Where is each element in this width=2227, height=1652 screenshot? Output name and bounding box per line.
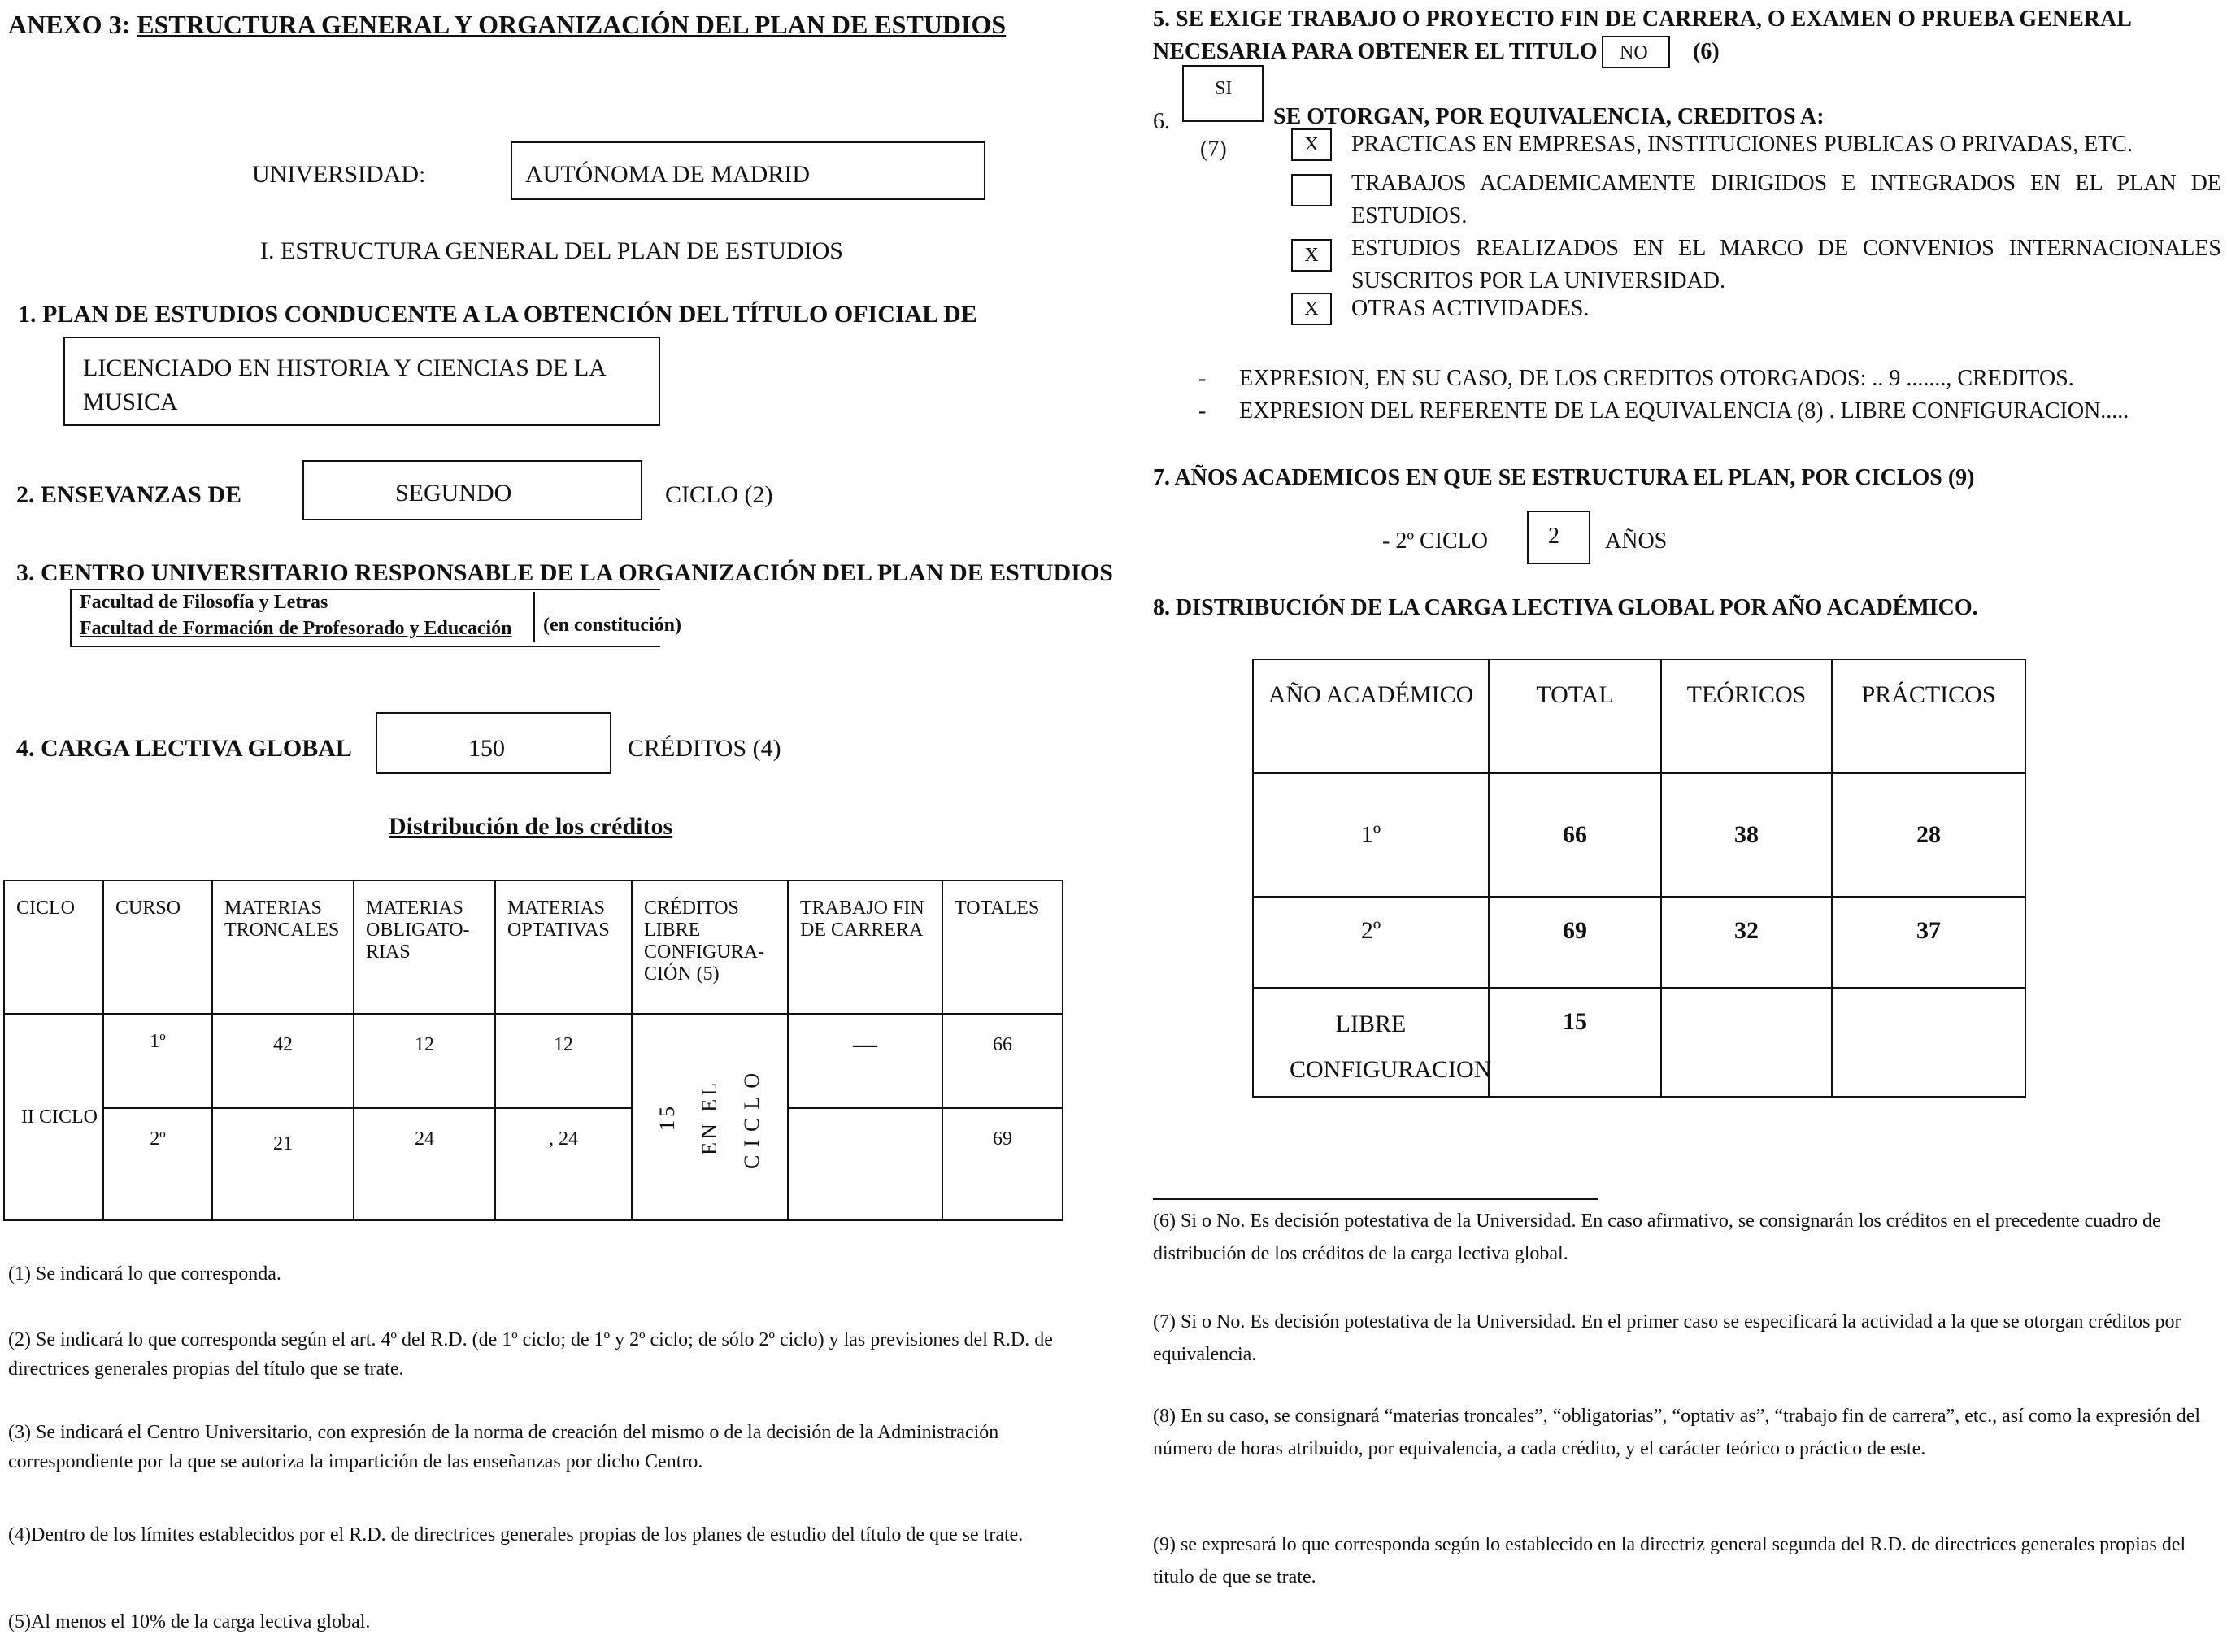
cell-totales: 66 [942, 1014, 1063, 1108]
cell-optativas: 12 [495, 1014, 632, 1108]
cell-troncales: 42 [212, 1014, 354, 1108]
cell-practicos [1832, 988, 2025, 1097]
annex-prefix: ANEXO 3: [8, 10, 131, 39]
expr-bullet-2: - [1198, 398, 1207, 424]
q3-label: 3. CENTRO UNIVERSITARIO RESPONSABLE DE LA ORGANIZACIÓN DEL PLAN DE ESTUDIOS [16, 559, 1113, 586]
checkbox-estudios[interactable]: X [1291, 239, 1332, 272]
q6-box-value: SI [1215, 78, 1233, 99]
q6-number: 6. [1153, 109, 1170, 134]
credits-table-row [4, 1108, 1063, 1220]
cell-teoricos: 38 [1661, 773, 1832, 897]
q6-item-text: TRABAJOS ACADEMICAMENTE DIRIGIDOS E INTEGRADOS EN EL PLAN DE ESTUDIOS. [1351, 171, 2221, 228]
q3-note: (en constitución) [543, 615, 681, 636]
checkbox-trabajos[interactable] [1291, 174, 1332, 206]
q1-box [63, 337, 660, 426]
cell-teoricos: 32 [1661, 897, 1832, 988]
th-optativas: MATERIAS OPTATIVAS [495, 880, 632, 1014]
left-footnote-4: (4)Dentro de los límites establecidos por el R.D. de directrices generales propias de los planes de estudio del título de que se trate. [8, 1524, 1024, 1545]
left-footnote-5: (5)Al menos el 10% de la carga lectiva global. [8, 1611, 371, 1632]
university-value: AUTÓNOMA DE MADRID [525, 161, 810, 188]
q3-value-2: Facultad de Formación de Profesorado y Educación [80, 618, 512, 639]
cell-year: 1º [1253, 773, 1489, 897]
q5-box [1602, 36, 1670, 68]
credits-table-header-row [4, 880, 1063, 1014]
q4-box [376, 712, 611, 774]
cell-curso: 1º [103, 1014, 212, 1108]
q6-box [1182, 65, 1264, 122]
cell-libre [632, 1014, 788, 1220]
q7-suffix: AÑOS [1605, 528, 1668, 554]
cell-trabajo: — [788, 1014, 942, 1108]
q5-line-1: 5. SE EXIGE TRABAJO O PROYECTO FIN DE CARRERA, O EXAMEN O PRUEBA GENERAL [1153, 7, 2132, 32]
q6-item-text: PRACTICAS EN EMPRESAS, INSTITUCIONES PUBLICAS O PRIVADAS, ETC. [1351, 132, 2133, 157]
load-table-row [1253, 897, 2025, 988]
cell-troncales: 21 [212, 1108, 354, 1220]
credits-table [3, 880, 1063, 1221]
left-footnote-3: (3) Se indicará el Centro Universitario, con expresión de la norma de creación del mismo o de la decisión de la Administración correspondiente por la que se autoriza la impartición de las enseñanzas por dicho Centro. [8, 1422, 999, 1472]
load-table [1252, 659, 2026, 1098]
q4-label: 4. CARGA LECTIVA GLOBAL [16, 735, 352, 762]
q5-box-value: NO [1620, 42, 1648, 63]
th-ano: AÑO ACADÉMICO [1253, 659, 1489, 773]
left-footnote-1: (1) Se indicará lo que corresponda. [8, 1263, 281, 1285]
cell-ciclo: II CICLO [4, 1014, 103, 1220]
q7-ciclo: - 2º CICLO [1382, 528, 1489, 554]
expr-credits: EXPRESION, EN SU CASO, DE LOS CREDITOS OTORGADOS: .. 9 ......., CREDITOS. [1239, 366, 2074, 391]
q2-value: SEGUNDO [395, 480, 512, 506]
university-label: UNIVERSIDAD: [252, 161, 426, 188]
right-footnote-8: (8) En su caso, se consignará “materias troncales”, “obligatorias”, “optativ as”, “trabajo fin de carrera”, etc., así como la expresión del número de horas atribuido, por equivalencia, a cada crédito, y el carácter teórico o práctico de este. [1153, 1406, 2201, 1459]
cell-curso: 2º [103, 1108, 212, 1220]
th-obligatorias: MATERIAS OBLIGATO-RIAS [354, 880, 495, 1014]
q4-value: 150 [468, 735, 505, 762]
th-teoricos: TEÓRICOS [1661, 659, 1832, 773]
cell-obligatorias: 24 [354, 1108, 495, 1220]
th-trabajo: TRABAJO FIN DE CARRERA [788, 880, 942, 1014]
q6-item-text: ESTUDIOS REALIZADOS EN EL MARCO DE CONVENIOS INTERNACIONALES SUSCRITOS POR LA UNIVERSIDAD. [1351, 236, 2221, 293]
checkbox-otras[interactable]: X [1291, 293, 1332, 325]
q3-value-1: Facultad de Filosofía y Letras [80, 592, 328, 613]
th-troncales: MATERIAS TRONCALES [212, 880, 354, 1014]
q2-suffix: CICLO (2) [665, 481, 773, 508]
cell-optativas: , 24 [495, 1108, 632, 1220]
q6-item-text: OTRAS ACTIVIDADES. [1351, 296, 1590, 321]
q5-line-2: NECESARIA PARA OBTENER EL TITULO [1153, 39, 1598, 64]
th-totales: TOTALES [942, 880, 1063, 1014]
cell-obligatorias: 12 [354, 1014, 495, 1108]
q6-label: SE OTORGAN, POR EQUIVALENCIA, CREDITOS A: [1273, 104, 1825, 129]
libre-credits: 15 [655, 1103, 679, 1131]
cell-practicos: 28 [1832, 773, 2025, 897]
cell-totales: 69 [942, 1108, 1063, 1220]
annex-title: ESTRUCTURA GENERAL Y ORGANIZACIÓN DEL PLAN DE ESTUDIOS [137, 10, 1007, 39]
cell-trabajo [788, 1108, 942, 1220]
right-footnote-6: (6) Si o No. Es decisión potestativa de la Universidad. En caso afirmativo, se consignarán los créditos en el precedente cuadro de distribución de los créditos de la carga lectiva global. [1153, 1211, 2161, 1264]
q5-ref: (6) [1693, 39, 1720, 64]
right-footnote-7: (7) Si o No. Es decisión potestativa de la Universidad. En el primer caso se especificará la actividad a la que se otorgan créditos por equivalencia. [1153, 1311, 2181, 1365]
cell-total: 15 [1489, 988, 1661, 1097]
cell-teoricos [1661, 988, 1832, 1097]
annex-heading [8, 10, 1006, 40]
cell-practicos: 37 [1832, 897, 2025, 988]
q6-ref: (7) [1200, 137, 1227, 162]
th-practicos: PRÁCTICOS [1832, 659, 2025, 773]
left-footnote-2: (2) Se indicará lo que corresponda según el art. 4º del R.D. (de 1º ciclo; de 1º y 2º ciclo; de sólo 2º ciclo) y las previsiones del R.D. de directrices generales propias del título que se trate. [8, 1329, 1053, 1380]
checkbox-practicas[interactable]: X [1291, 128, 1332, 161]
th-libre: CRÉDITOS LIBRE CONFIGURA-CIÓN (5) [632, 880, 788, 1014]
q7-label: 7. AÑOS ACADEMICOS EN QUE SE ESTRUCTURA EL PLAN, POR CICLOS (9) [1153, 465, 1975, 490]
footnote-rule [1153, 1198, 1598, 1200]
q2-box [302, 460, 642, 520]
th-total: TOTAL [1489, 659, 1661, 773]
credits-table-row [4, 1014, 1063, 1108]
cell-total: 69 [1489, 897, 1661, 988]
q7-value: 2 [1548, 524, 1559, 549]
q3-divider [533, 592, 535, 642]
section-i-title: I. ESTRUCTURA GENERAL DEL PLAN DE ESTUDIOS [260, 237, 843, 264]
libre-ciclo: CICLO [740, 1065, 763, 1169]
cell-year: 2º [1253, 897, 1489, 988]
expr-bullet-1: - [1198, 366, 1207, 391]
right-footnote-9: (9) se expresará lo que corresponda según lo establecido en la directriz general segunda del R.D. de directrices generales propias del titulo de que se trate. [1153, 1534, 2186, 1588]
q7-box [1527, 511, 1590, 564]
distribution-title: Distribución de los créditos [389, 813, 673, 840]
expr-referente: EXPRESION DEL REFERENTE DE LA EQUIVALENCIA (8) . LIBRE CONFIGURACION..... [1239, 398, 2129, 424]
cell-total: 66 [1489, 773, 1661, 897]
load-table-header-row [1253, 659, 2025, 773]
q8-label: 8. DISTRIBUCIÓN DE LA CARGA LECTIVA GLOBAL POR AÑO ACADÉMICO. [1153, 595, 1978, 620]
th-curso: CURSO [103, 880, 212, 1014]
load-table-row [1253, 988, 2025, 1097]
q4-suffix: CRÉDITOS (4) [628, 735, 781, 762]
cell-year: LIBRE CONFIGURACION [1253, 988, 1489, 1097]
q1-label: 1. PLAN DE ESTUDIOS CONDUCENTE A LA OBTENCIÓN DEL TÍTULO OFICIAL DE [18, 301, 977, 328]
th-ciclo: CICLO [4, 880, 103, 1014]
q2-label: 2. ENSEVANZAS DE [16, 481, 242, 508]
load-table-row [1253, 773, 2025, 897]
libre-en-el: EN EL [698, 1079, 721, 1155]
university-box [511, 141, 985, 200]
q3-box [70, 589, 681, 647]
q1-value: LICENCIADO EN HISTORIA Y CIENCIAS DE LA MUSICA [83, 354, 606, 415]
